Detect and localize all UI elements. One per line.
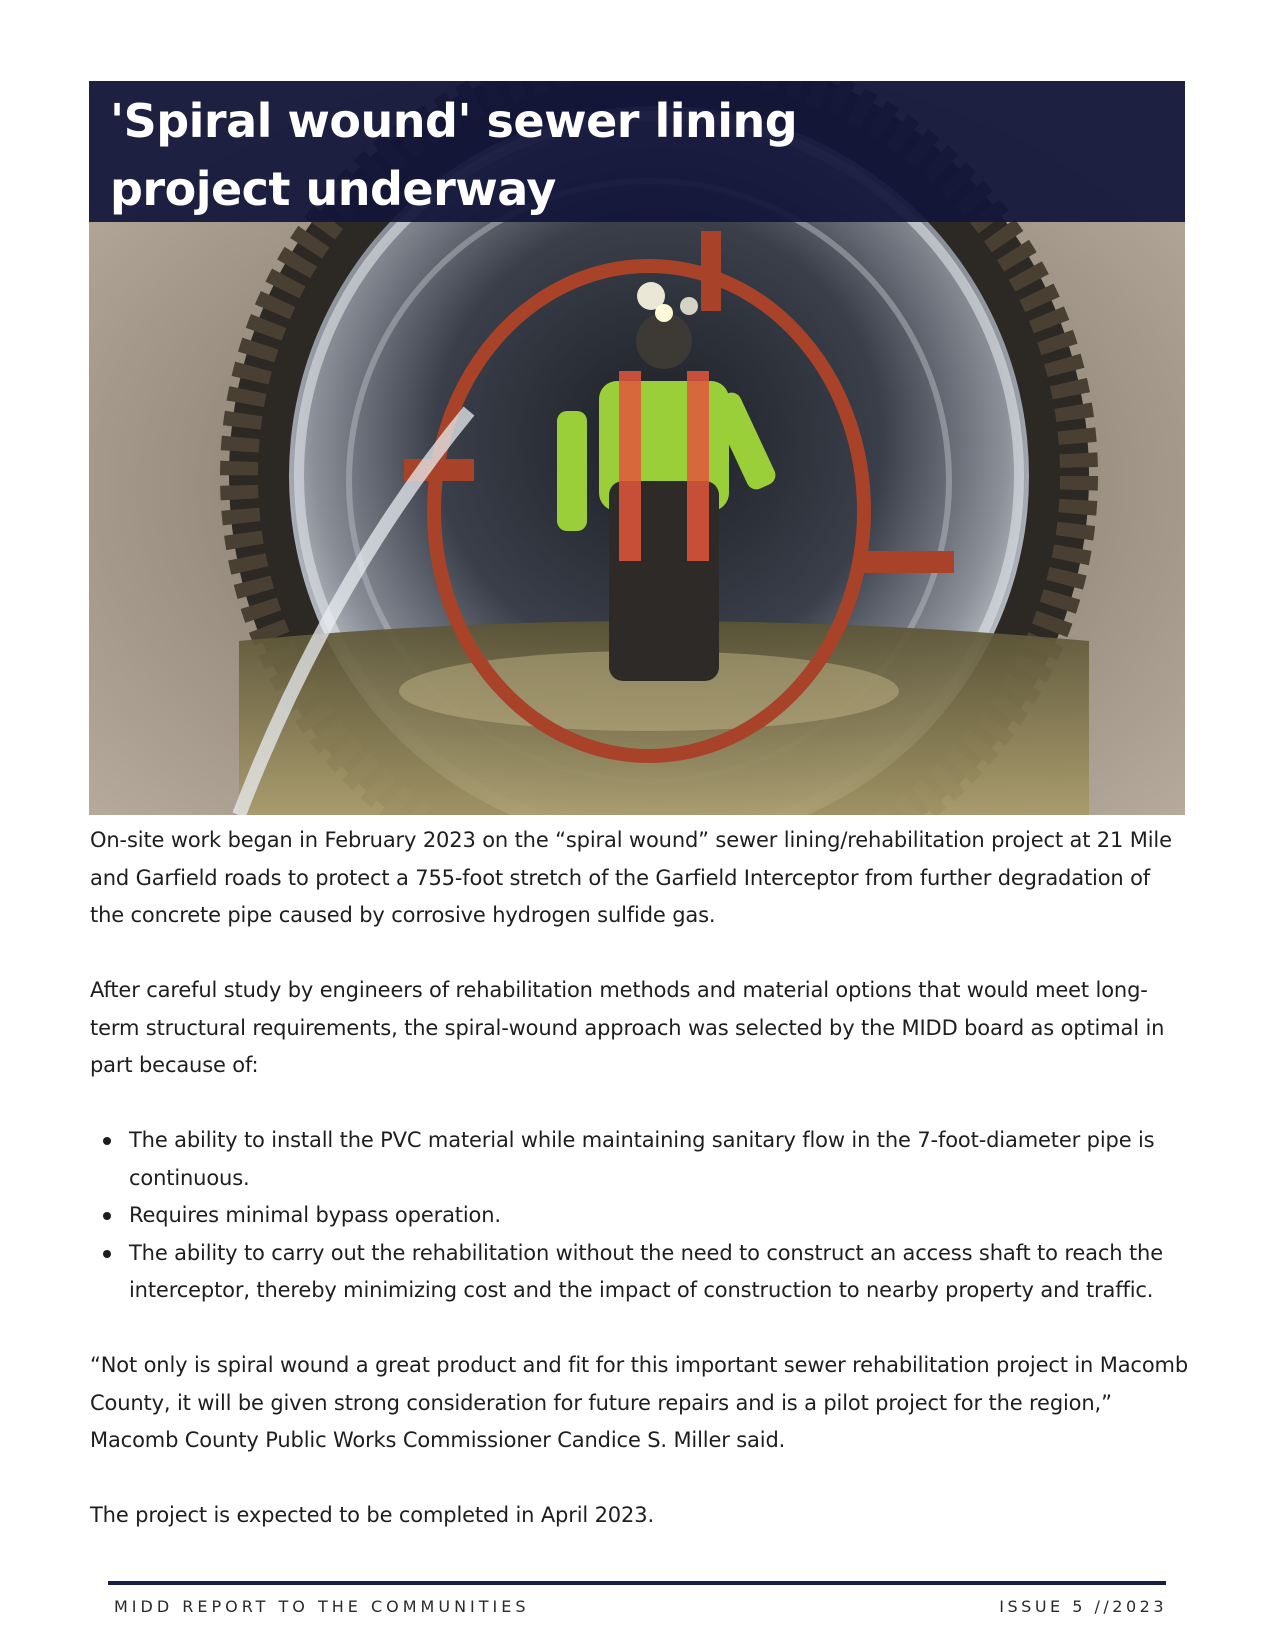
title-band bbox=[89, 81, 1185, 222]
list-item-text: The ability to carry out the rehabilitation without the need to construct an access shaft to reach the interceptor, thereby minimizing cost and the impact of construction to nearby property and traffic. bbox=[129, 1240, 1163, 1302]
paragraph-quote: “Not only is spiral wound a great product and fit for this important sewer rehabilitation project in Macomb County, it will be given strong consideration for future repairs and is a pilot project for the region,” Macomb County Public Works Commissioner Candice S. Miller said. bbox=[90, 1353, 1189, 1452]
paragraph-closing: The project is expected to be completed in April 2023. bbox=[90, 1503, 654, 1527]
footer-publication: MIDD REPORT TO THE COMMUNITIES bbox=[114, 1597, 530, 1616]
paragraph-study: After careful study by engineers of rehabilitation methods and material options that would meet long-term structural requirements, the spiral-wound approach was selected by the MIDD board as optimal in part because of: bbox=[90, 978, 1165, 1077]
footer-issue: ISSUE 5 //2023 bbox=[999, 1597, 1167, 1616]
article-body bbox=[90, 822, 1190, 1572]
list-item bbox=[90, 1197, 1190, 1235]
list-item bbox=[90, 1122, 1190, 1197]
bullet-icon bbox=[103, 1250, 111, 1258]
list-item-text: Requires minimal bypass operation. bbox=[129, 1203, 501, 1227]
article-title: 'Spiral wound' sewer lining project underway bbox=[110, 94, 798, 216]
footer-divider bbox=[108, 1581, 1166, 1585]
benefits-list bbox=[90, 1122, 1190, 1310]
hero-photo bbox=[89, 81, 1185, 815]
bullet-icon bbox=[103, 1212, 111, 1220]
paragraph-intro: On-site work began in February 2023 on the “spiral wound” sewer lining/rehabilitation project at 21 Mile and Garfield roads to protect a 755-foot stretch of the Garfield Interceptor from further degradation of the concrete pipe caused by corrosive hydrogen sulfide gas. bbox=[90, 828, 1172, 927]
list-item bbox=[90, 1235, 1190, 1310]
list-item-text: The ability to install the PVC material while maintaining sanitary flow in the 7-foot-diameter pipe is continuous. bbox=[129, 1128, 1155, 1190]
bullet-icon bbox=[103, 1137, 111, 1145]
